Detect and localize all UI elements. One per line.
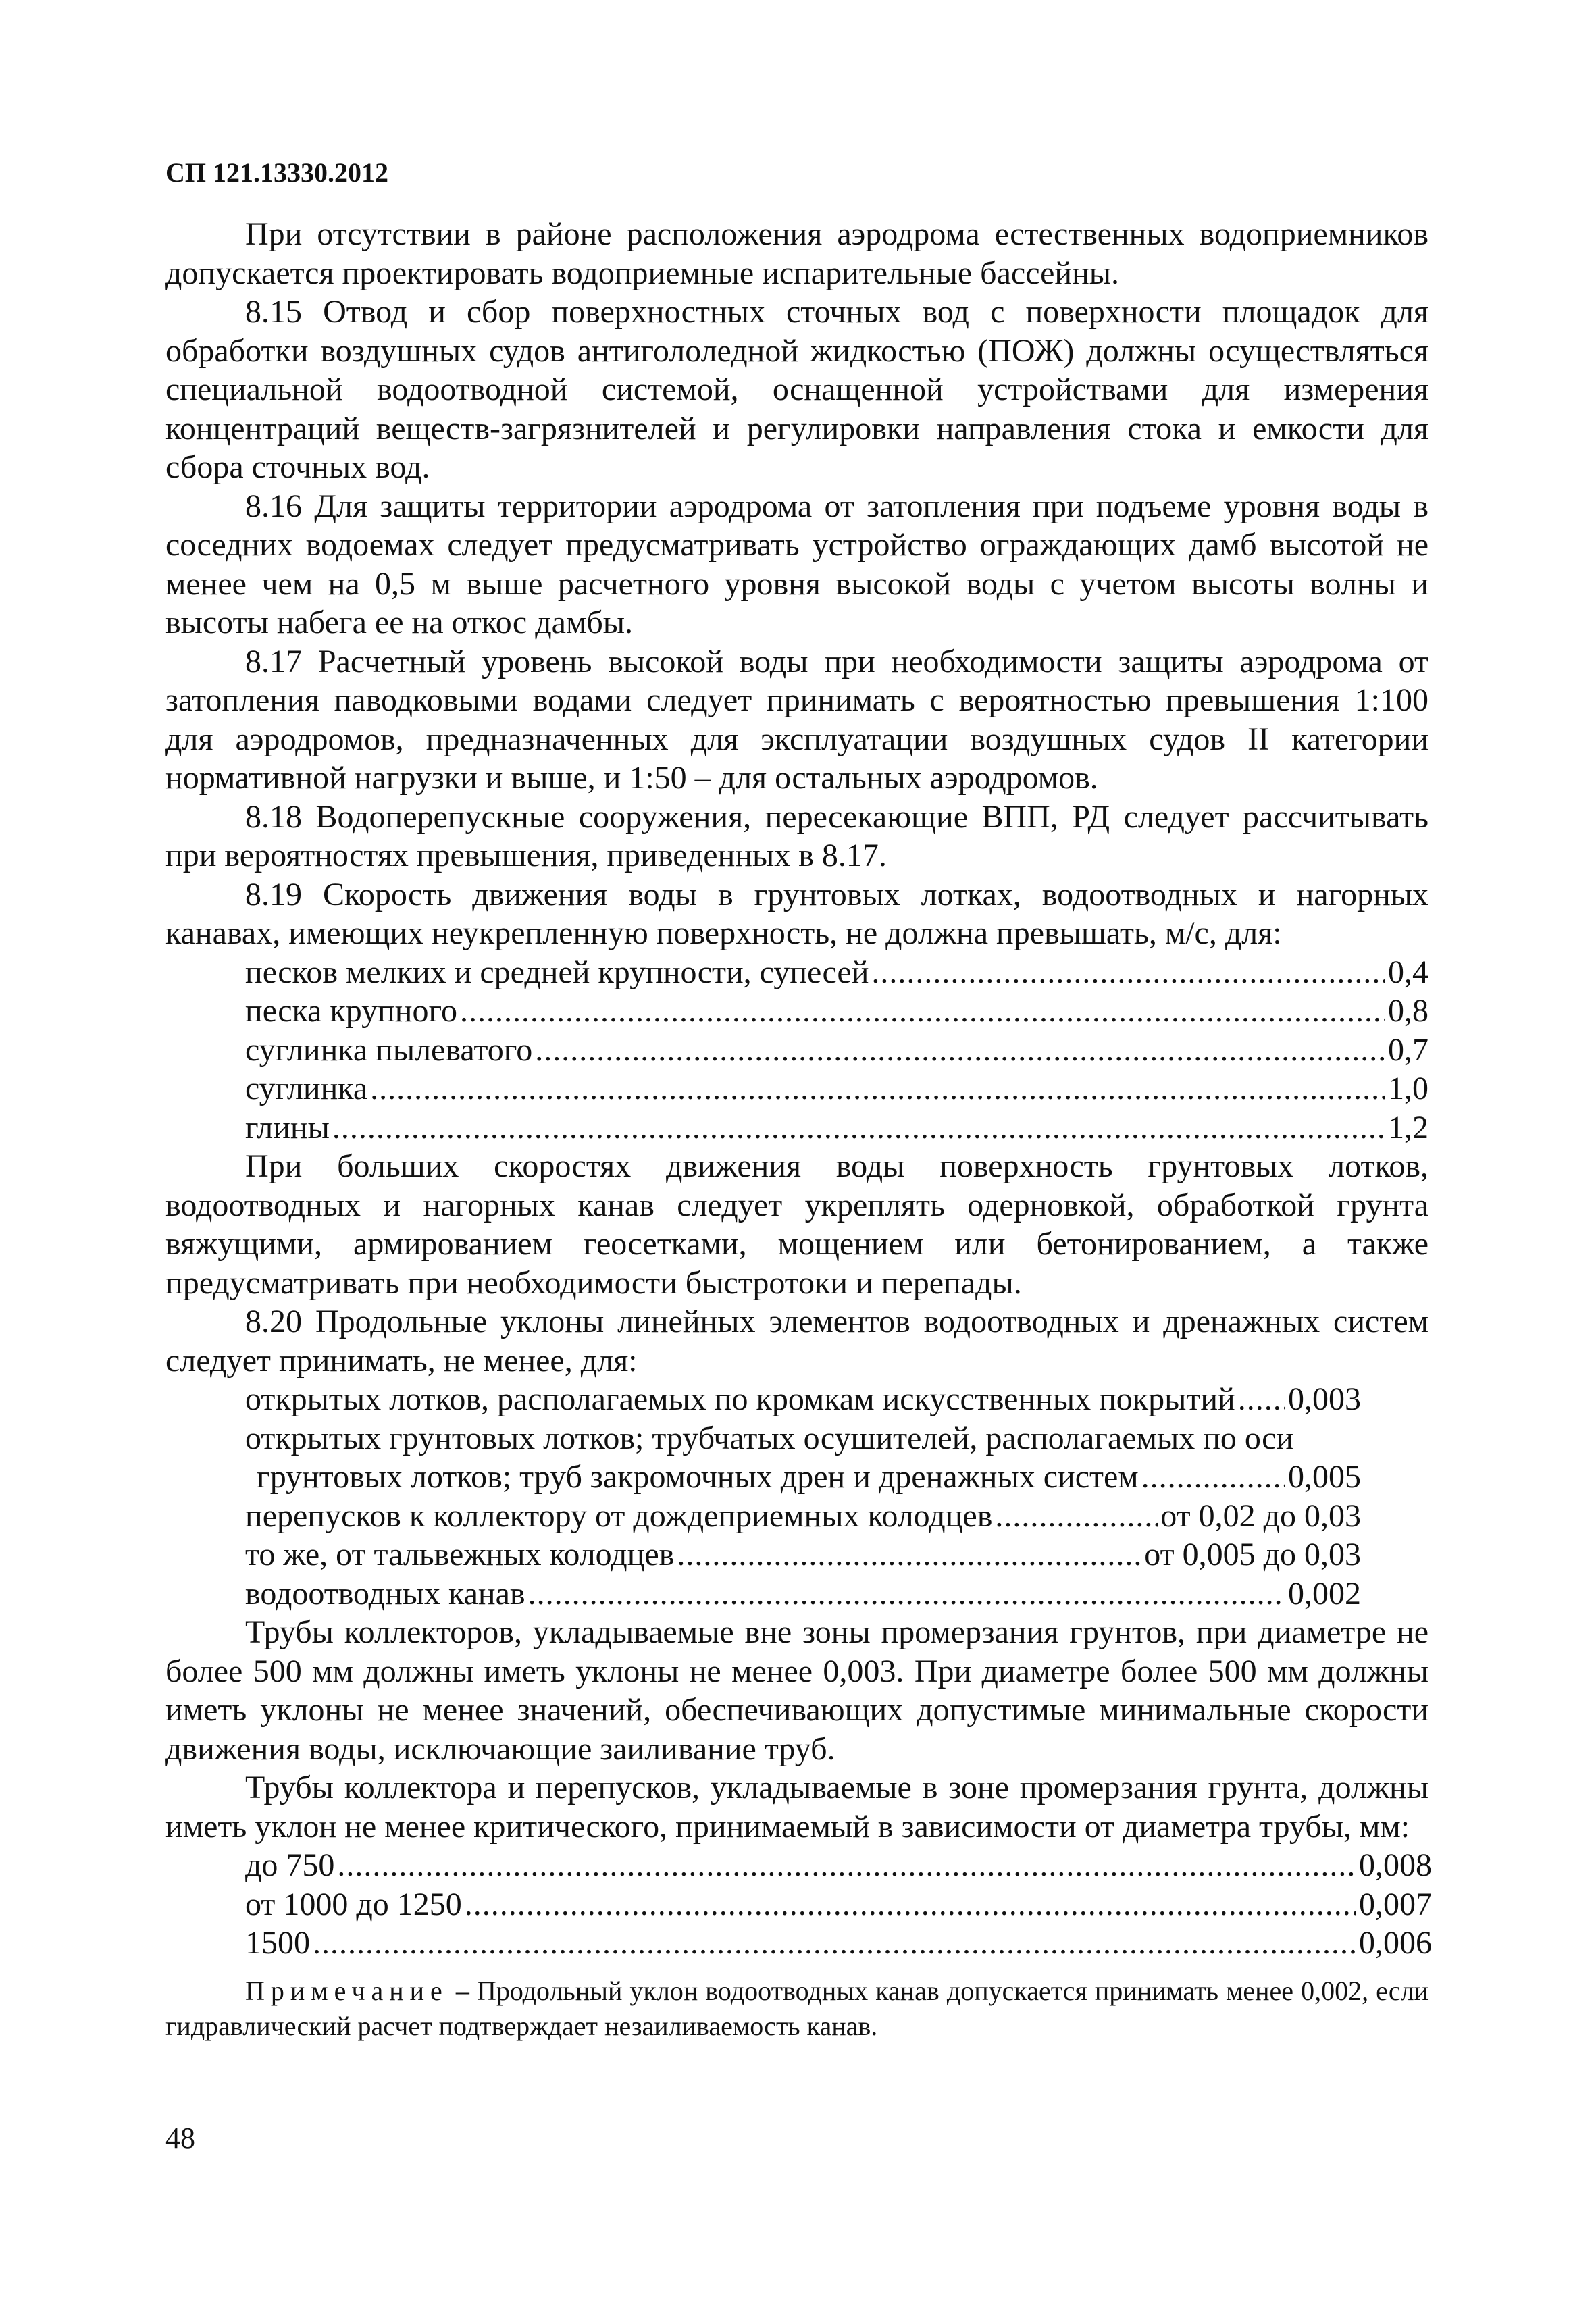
slope-label: перепусков к коллектору от дождеприемных колодцев: [245, 1497, 993, 1534]
slope-label-line: открытых грунтовых лотков; трубчатых осушителей, располагаемых по оси: [245, 1420, 1294, 1456]
document-body: [165, 215, 1432, 2044]
slope-list: [165, 1380, 1428, 1613]
velocity-value: 1,2: [1388, 1109, 1428, 1146]
slope-label: грунтовых лотков; труб закромочных дрен и дренажных систем: [257, 1459, 1139, 1495]
dot-leader: [460, 992, 1385, 1031]
slope-item: [165, 1535, 1361, 1574]
dot-leader: [313, 1924, 1356, 1963]
velocity-value: 1,0: [1388, 1071, 1428, 1106]
slope-value: от 0,005 до 0,03: [1144, 1537, 1361, 1572]
clause-8-20: 8.20 Продольные уклоны линейных элементов водоотводных и дренажных систем следует принимать, не менее, для:: [165, 1304, 1428, 1379]
slope-value: 0,005: [1288, 1459, 1361, 1495]
note-label: Примечание: [245, 1975, 448, 2006]
clause-8-18: 8.18 Водоперепускные сооружения, пересекающие ВПП, РД следует рассчитывать при вероятностях превышения, приведенных в 8.17.: [165, 798, 1428, 873]
velocity-item: [165, 1069, 1428, 1108]
note-paragraph: [165, 1974, 1428, 2044]
note-text: – Продольный уклон водоотводных канав допускается принимать менее 0,002, если гидравлический расчет подтверждает незаиливаемость канав.: [165, 1975, 1429, 2041]
dot-leader: [1238, 1380, 1285, 1419]
velocity-value: 0,7: [1388, 1031, 1428, 1068]
dot-leader: [995, 1497, 1158, 1536]
velocity-value: 0,4: [1388, 954, 1428, 990]
slope-label: водоотводных канав: [245, 1575, 525, 1612]
velocity-value: 0,8: [1388, 993, 1428, 1029]
slope-label: то же, от тальвежных колодцев: [245, 1537, 675, 1572]
diameter-value: 0,007: [1359, 1886, 1432, 1922]
dot-leader: [535, 1031, 1385, 1070]
slope-item: [165, 1574, 1361, 1614]
diameter-label: от 1000 до 1250: [245, 1886, 462, 1922]
clause-8-17: 8.17 Расчетный уровень высокой воды при необходимости защиты аэродрома от затопления паводковыми водами следует принимать с вероятностью превышения 1:100 для аэродромов, предназначенных для эксплуатации воздушных судов II категории нормативной нагрузки и выше, и 1:50 – для остальных аэродромов.: [165, 643, 1428, 796]
velocity-item: [165, 1108, 1428, 1148]
slope-value: от 0,02 до 0,03: [1160, 1497, 1361, 1534]
slope-value: 0,002: [1288, 1575, 1361, 1612]
slope-item: [165, 1497, 1361, 1536]
dot-leader: [677, 1535, 1141, 1574]
dot-leader: [1141, 1458, 1285, 1497]
collector-pipes-paragraph: Трубы коллекторов, укладываемые вне зоны промерзания грунтов, при диаметре не более 500 мм должны иметь уклоны не менее 0,003. При диаметре более 500 мм должны иметь уклоны не менее значений, обеспечивающих допустимые минимальные скорости движения воды, исключающие заиливание труб.: [165, 1614, 1428, 1767]
page-number: 48: [165, 2122, 195, 2155]
velocity-label: глины: [245, 1109, 330, 1146]
diameter-item: [165, 1846, 1432, 1885]
velocity-label: песков мелких и средней крупности, супесей: [245, 954, 869, 990]
diameter-item: [165, 1885, 1432, 1924]
velocity-item: [165, 1031, 1428, 1070]
slope-item: [165, 1458, 1361, 1497]
clause-8-19: 8.19 Скорость движения воды в грунтовых лотках, водоотводных и нагорных канавах, имеющих неукрепленную поверхность, не должна превышать, м/с, для:: [165, 876, 1428, 951]
velocity-item: [165, 953, 1428, 992]
intro-paragraph: При отсутствии в районе расположения аэродрома естественных водоприемников допускается проектировать водоприемные испарительные бассейны.: [165, 216, 1428, 291]
velocity-label: песка крупного: [245, 993, 457, 1029]
diameter-value: 0,006: [1359, 1925, 1432, 1961]
velocity-label: суглинка пылеватого: [245, 1031, 533, 1068]
dot-leader: [332, 1108, 1385, 1148]
slope-label: открытых лотков, располагаемых по кромкам искусственных покрытий: [245, 1381, 1235, 1417]
clause-8-16: 8.16 Для защиты территории аэродрома от затопления при подъеме уровня воды в соседних водоемах следует предусматривать устройство ограждающих дамб высотой не менее чем на 0,5 м выше расчетного уровня высокой воды с учетом высоты волны и высоты набега ее на откос дамбы.: [165, 488, 1428, 640]
velocity-item: [165, 992, 1428, 1031]
velocity-list: [165, 953, 1428, 1148]
velocity-label: суглинка: [245, 1071, 368, 1106]
diameter-label: до 750: [245, 1847, 335, 1883]
dot-leader: [871, 953, 1385, 992]
dot-leader: [528, 1574, 1285, 1614]
slope-item: [165, 1380, 1361, 1419]
slope-value: 0,003: [1288, 1381, 1361, 1417]
diameter-item: [165, 1924, 1432, 1963]
dot-leader: [465, 1885, 1356, 1924]
high-speed-paragraph: При больших скоростях движения воды поверхность грунтовых лотков, водоотводных и нагорных канав следует укреплять одерновкой, обработкой грунта вяжущими, армированием геосетками, мощением или бетонированием, а также предусматривать при необходимости быстротоки и перепады.: [165, 1148, 1428, 1301]
dot-leader: [337, 1846, 1356, 1885]
diameter-label: 1500: [245, 1925, 310, 1961]
diameter-list: [165, 1846, 1432, 1963]
dot-leader: [370, 1069, 1385, 1108]
clause-8-15: 8.15 Отвод и сбор поверхностных сточных вод с поверхности площадок для обработки воздушных судов антигололедной жидкостью (ПОЖ) должны осуществляться специальной водоотводной системой, оснащенной устройствами для измерения концентраций веществ-загрязнителей и регулировки направления стока и емкости для сбора сточных вод.: [165, 294, 1428, 485]
frozen-pipes-paragraph: Трубы коллектора и перепусков, укладываемые в зоне промерзания грунта, должны иметь уклон не менее критического, принимаемый в зависимости от диаметра трубы, мм:: [165, 1770, 1428, 1845]
diameter-value: 0,008: [1359, 1847, 1432, 1883]
document-code-header: СП 121.13330.2012: [165, 157, 388, 188]
